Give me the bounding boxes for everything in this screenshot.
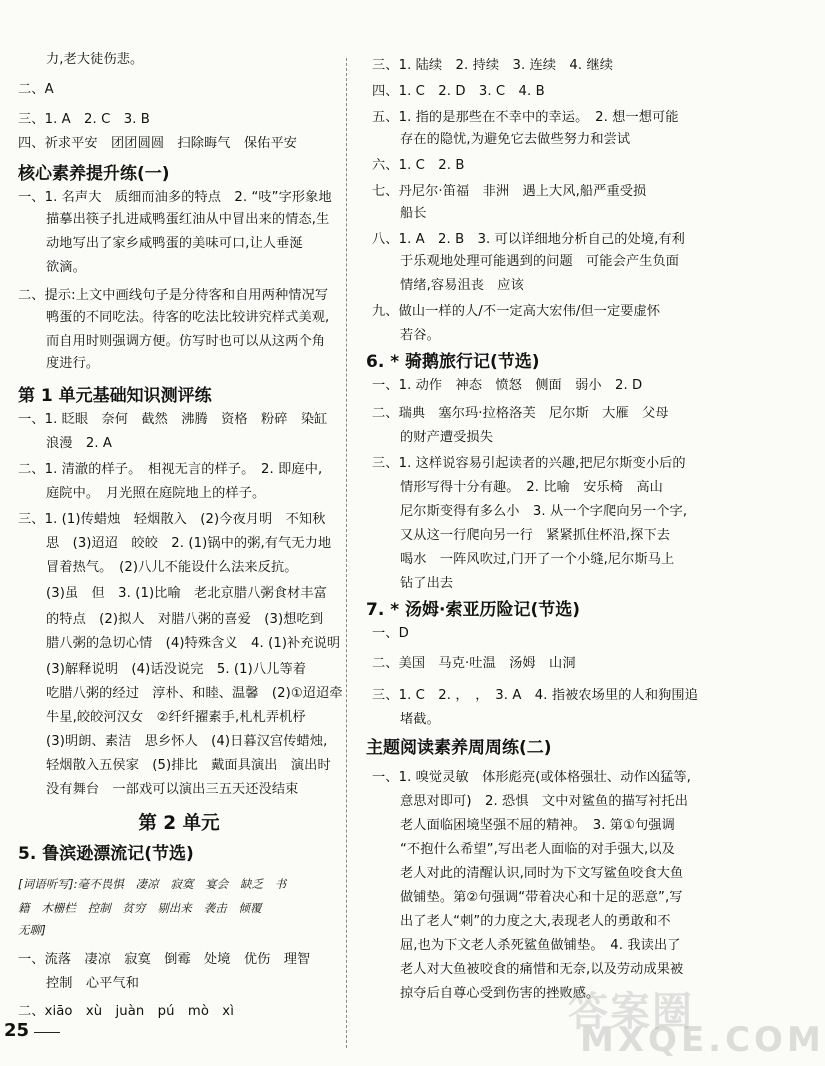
answer-line: 六、1. C 2. B — [372, 158, 465, 173]
answer-line: 二、瑞典 塞尔玛·拉格洛芙 尼尔斯 大雁 父母 — [372, 406, 669, 421]
answer-line: 老人对此的清醒认识,同时为下文写鲨鱼咬食大鱼 — [400, 866, 684, 881]
answer-line: 九、做山一样的人/不一定高大宏伟/但一定要虚怀 — [372, 304, 661, 319]
answer-line: 欲滴。 — [46, 260, 86, 275]
answer-line: (3)明朗、素洁 思乡怀人 (4)日暮汉宫传蜡烛, — [46, 734, 328, 749]
answer-line: 钻了出去 — [400, 576, 454, 591]
answer-line: 堵截。 — [400, 712, 440, 727]
answer-line: “不抱什么希望”,写出老人面临的对手强大,以及 — [400, 842, 675, 857]
answer-line: 一、1. 动作 神态 愤怒 侧面 弱小 2. D — [372, 378, 643, 393]
answer-line: 腊八粥的急切心情 (4)特殊含义 4. (1)补充说明 — [46, 636, 341, 651]
answer-line: 二、1. 清澈的样子。 相视无言的样子。 2. 即庭中, — [18, 462, 323, 477]
answer-line: 的财产遭受损失 — [400, 430, 494, 445]
answer-line: 吃腊八粥的经过 淳朴、和睦、温馨 (2)①迢迢牵 — [46, 686, 343, 701]
column-divider — [346, 58, 347, 1048]
page-number-rule — [34, 1032, 60, 1033]
answer-line: 意思对即可) 2. 恐惧 文中对鲨鱼的描写衬托出 — [400, 794, 689, 809]
answer-line: 屈,也为下文老人杀死鲨鱼做铺垫。 4. 我读出了 — [400, 938, 681, 953]
answer-line: 四、1. C 2. D 3. C 4. B — [372, 84, 545, 99]
answer-line: 度进行。 — [46, 356, 100, 371]
answer-line: 而自用时则强调方便。仿写时也可以从这两个角 — [46, 334, 326, 349]
answer-line: 三、1. A 2. C 3. B — [18, 112, 150, 127]
answer-line: 三、1. 这样说容易引起读者的兴趣,把尼尔斯变小后的 — [372, 456, 686, 471]
answer-line: 船长 — [400, 206, 427, 221]
answer-line: (3)虽 但 3. (1)比喻 老北京腊八粥食材丰富 — [46, 586, 327, 601]
answer-line: 牛星,皎皎河汉女 ②纤纤擢素手,札札弄机杼 — [46, 710, 306, 725]
answer-line: 做铺垫。第②句强调“带着决心和十足的恶意”,写 — [400, 890, 683, 905]
answer-line: (3)解释说明 (4)话没说完 5. (1)八儿等着 — [46, 662, 307, 677]
answer-line: 没有舞台 一部戏可以演出三五天还没结束 — [46, 782, 299, 797]
answer-line: 又从这一行爬向另一行 紧紧抓住杯沿,探下去 — [400, 528, 671, 543]
section-heading: 6. * 骑鹅旅行记(节选) — [366, 352, 540, 372]
answer-line: 三、1. 陆续 2. 持续 3. 连续 4. 继续 — [372, 58, 614, 73]
answer-line: 二、美国 马克·吐温 汤姆 山洞 — [372, 656, 576, 671]
answer-line: 一、D — [372, 626, 409, 641]
answer-line: 二、xiāo xù juàn pú mò xì — [18, 1004, 234, 1019]
answer-line: 庭院中。 月光照在庭院地上的样子。 — [46, 486, 266, 501]
answer-line: 情形写得十分有趣。 2. 比喻 安乐椅 高山 — [400, 480, 663, 495]
vocabulary-note: 籍 木栅栏 控制 贫穷 剔出来 袭击 倾覆 — [18, 901, 262, 915]
answer-line: 出了老人“刺”的力度之大,表现老人的勇敢和不 — [400, 914, 671, 929]
answer-line: 若谷。 — [400, 328, 440, 343]
answer-line: 八、1. A 2. B 3. 可以详细地分析自己的处境,有利 — [372, 232, 685, 247]
vocabulary-note: 无聊] — [18, 923, 46, 937]
answer-line: 动地写出了家乡咸鸭蛋的美味可口,让人垂涎 — [46, 236, 303, 251]
answer-line: 情绪,容易沮丧 应该 — [400, 278, 524, 293]
page-number: 25 — [4, 1020, 30, 1041]
answer-line: 于乐观地处理可能遇到的问题 可能会产生负面 — [400, 254, 680, 269]
answer-line: 五、1. 指的是那些在不幸中的幸运。 2. 想一想可能 — [372, 110, 679, 125]
answer-line: 一、流落 凄凉 寂寞 倒霉 处境 优伤 理智 — [18, 952, 311, 967]
unit-heading: 第 2 单元 — [138, 813, 220, 834]
answer-line: 思 (3)迢迢 皎皎 2. (1)锅中的粥,有气无力地 — [46, 536, 332, 551]
section-heading: 核心素养提升练(一) — [18, 164, 170, 184]
answer-line: 描摹出筷子扎进咸鸭蛋红油从中冒出来的情态,生 — [46, 212, 330, 227]
answer-line: 鸭蛋的不同吃法。待客的吃法比较讲究样式美观, — [46, 310, 330, 325]
answer-line: 冒着热气。 (2)八儿不能设什么法来反抗。 — [46, 560, 298, 575]
answer-line: 掠夺后自尊心受到伤害的挫败感。 — [400, 986, 600, 1001]
watermark-url: MXQE.COM — [580, 1020, 825, 1060]
answer-line: 老人面临困境坚强不屈的精神。 3. 第①句强调 — [400, 818, 675, 833]
answer-line: 力,老大徒伤悲。 — [46, 52, 144, 67]
section-heading: 7. * 汤姆·索亚历险记(节选) — [366, 600, 581, 620]
answer-line: 三、1. (1)传蜡烛 轻烟散入 (2)今夜月明 不知秋 — [18, 512, 326, 527]
answer-line: 二、提示:上文中画线句子是分待客和自用两种情况写 — [18, 288, 329, 303]
answer-line: 尼尔斯变得有多么小 3. 从一个字爬向另一个字, — [400, 504, 688, 519]
watermark-logo: 答案圈 — [568, 989, 694, 1035]
answer-line: 浪漫 2. A — [46, 436, 113, 451]
section-heading: 主题阅读素养周周练(二) — [366, 738, 552, 758]
answer-line: 控制 心平气和 — [46, 976, 140, 991]
answer-line: 存在的隐忧,为避免它去做些努力和尝试 — [400, 132, 631, 147]
answer-line: 老人对大鱼被咬食的痛惜和无奈,以及劳动成果被 — [400, 962, 684, 977]
answer-line: 三、1. C 2. ， ， 3. A 4. 指被农场里的人和狗围追 — [372, 688, 698, 703]
section-heading: 第 1 单元基础知识测评练 — [18, 386, 212, 406]
answer-line: 二、A — [18, 82, 54, 97]
answer-line: 一、1. 名声大 质细而油多的特点 2. “吱”字形象地 — [18, 190, 332, 205]
answer-line: 四、祈求平安 团团圆圆 扫除晦气 保佑平安 — [18, 136, 298, 151]
answer-line: 轻烟散入五侯家 (5)排比 戴面具演出 演出时 — [46, 758, 331, 773]
vocabulary-note: [词语听写]:毫不畏惧 凄凉 寂寞 宴会 缺乏 书 — [18, 877, 287, 891]
answer-line: 一、1. 眨眼 奈何 截然 沸腾 资格 粉碎 染缸 — [18, 412, 328, 427]
answer-line: 一、1. 嗅觉灵敏 体形彪亮(或体格强壮、动作凶猛等, — [372, 770, 691, 785]
answer-line: 七、丹尼尔·笛福 非洲 遇上大风,船严重受损 — [372, 184, 647, 199]
section-heading: 5. 鲁滨逊漂流记(节选) — [18, 844, 194, 864]
answer-line: 的特点 (2)拟人 对腊八粥的喜爱 (3)想吃到 — [46, 612, 324, 627]
answer-line: 喝水 一阵风吹过,门开了一个小缝,尼尔斯马上 — [400, 552, 675, 567]
